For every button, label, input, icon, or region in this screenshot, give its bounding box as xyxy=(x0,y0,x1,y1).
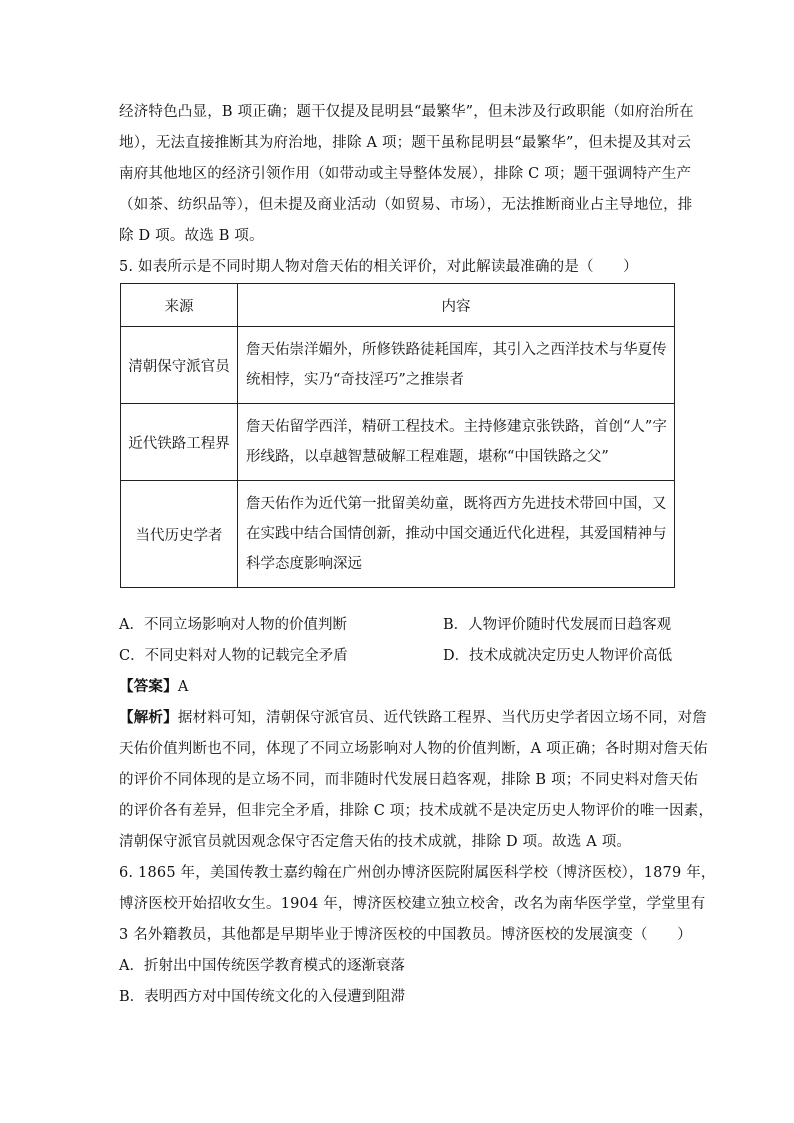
q5-answer xyxy=(119,677,188,697)
q5-option-b: B．人物评价随时代发展而日趋客观 xyxy=(443,617,672,633)
table-header-source: 来源 xyxy=(121,284,238,327)
prev-analysis-line: 南府其他地区的经济引领作用（如带动或主导整体发展），排除 C 项；题干强调特产生产 xyxy=(119,166,692,182)
prev-analysis-line: （如茶、纺织品等），但未提及商业活动（如贸易、市场），无法推断商业占主导地位，排 xyxy=(119,197,693,213)
q5-analysis-line: 的评价不同体现的是立场不同，而非随时代发展日趋客观，排除 B 项；不同史料对詹天佑 xyxy=(119,772,699,788)
evaluation-table xyxy=(120,283,675,588)
prev-analysis-line: 除 D 项。故选 B 项。 xyxy=(119,228,264,244)
table-header-row xyxy=(121,284,675,327)
analysis-text: 据材料可知，清朝保守派官员、近代铁路工程界、当代历史学者因立场不同，对詹 xyxy=(177,710,708,726)
table-cell-content: 詹天佑作为近代第一批留美幼童，既将西方先进技术带回中国，又在实践中结合国情创新，推动中国交通近代化进程，其爱国精神与科学态度影响深远 xyxy=(238,481,675,588)
prev-analysis-line: 地），无法直接推断其为府治地，排除 A 项；题干虽称昆明县“最繁华”，但未提及其对云 xyxy=(119,135,692,151)
q5-analysis-line xyxy=(119,708,707,728)
table-row xyxy=(121,404,675,481)
q5-option-a: A．不同立场影响对人物的价值判断 xyxy=(119,617,347,633)
table-row xyxy=(121,327,675,404)
table-cell-content: 詹天佑留学西洋，精研工程技术。主持修建京张铁路，首创“人”字形线路，以卓越智慧破解工程难题，堪称“中国铁路之父” xyxy=(238,404,675,481)
q5-analysis-line: 天佑价值判断也不同，体现了不同立场影响对人物的价值判断，A 项正确；各时期对詹天佑 xyxy=(119,741,708,757)
analysis-label: 【解析】 xyxy=(119,709,178,726)
q6-stem-line: 3 名外籍教员，其他都是早期毕业于博济医校的中国教员。博济医校的发展演变（ ） xyxy=(119,927,692,943)
q5-stem: 5. 如表所示是不同时期人物对詹天佑的相关评价，对此解读最准确的是（ ） xyxy=(119,259,638,275)
q5-option-c: C．不同史料对人物的记载完全矛盾 xyxy=(119,648,348,664)
q5-option-d: D．技术成就决定历史人物评价高低 xyxy=(443,648,673,664)
q6-option-a: A．折射出中国传统医学教育模式的逐渐衰落 xyxy=(119,958,405,974)
table-cell-source: 清朝保守派官员 xyxy=(121,327,238,404)
table-cell-source: 当代历史学者 xyxy=(121,481,238,588)
table-header-content: 内容 xyxy=(238,284,675,327)
q6-stem-line: 6. 1865 年，美国传教士嘉约翰在广州创办博济医院附属医科学校（博济医校），1879 年， xyxy=(119,865,716,881)
q6-option-b: B．表明西方对中国传统文化的入侵遭到阻滞 xyxy=(119,989,406,1005)
q6-stem-line: 博济医校开始招收女生。1904 年，博济医校建立独立校舍，改名为南华医学堂，学堂里有 xyxy=(119,896,706,912)
table-cell-content: 詹天佑崇洋媚外，所修铁路徒耗国库，其引入之西洋技术与华夏传统相悖，实乃“奇技淫巧”之推崇者 xyxy=(238,327,675,404)
q5-analysis-line: 清朝保守派官员就因观念保守否定詹天佑的技术成就，排除 D 项。故选 A 项。 xyxy=(119,834,632,850)
table-cell-source: 近代铁路工程界 xyxy=(121,404,238,481)
answer-value: A xyxy=(177,679,189,695)
table-row xyxy=(121,481,675,588)
prev-analysis-line: 经济特色凸显，B 项正确；题干仅提及昆明县“最繁华”，但未涉及行政职能（如府治所在 xyxy=(119,104,694,120)
answer-label: 【答案】 xyxy=(119,678,178,695)
q5-analysis-line: 的评价各有差异，但非完全矛盾，排除 C 项；技术成就不是决定历史人物评价的唯一因素， xyxy=(119,803,714,819)
